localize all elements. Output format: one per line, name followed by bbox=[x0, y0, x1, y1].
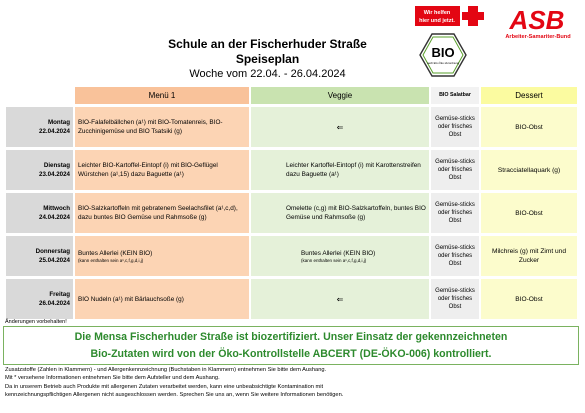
asb-name: ASB bbox=[509, 5, 565, 35]
veggie-text: Buntes Allerlei (KEIN BIO) bbox=[301, 249, 376, 257]
menu1-cell bbox=[75, 193, 249, 233]
header-empty-cell bbox=[6, 87, 73, 104]
dessert-cell: BIO-Obst bbox=[481, 107, 577, 147]
menu1-cell bbox=[75, 279, 249, 319]
day-date: 23.04.2024 bbox=[39, 171, 70, 178]
menu1-allergen-note: (kann enthalten sein a¹,c,f,g,d,i,j) bbox=[78, 257, 144, 263]
menu1-cell bbox=[75, 150, 249, 190]
same-as-menu1-arrow-icon: ⇐ bbox=[336, 294, 344, 304]
dessert-cell: BIO-Obst bbox=[481, 279, 577, 319]
day-date: 24.04.2024 bbox=[39, 214, 70, 221]
bio-certification-banner bbox=[3, 326, 579, 365]
page-title: Schule an der Fischerhuder Straße bbox=[168, 37, 367, 51]
menu1-text: Buntes Allerlei (KEIN BIO) bbox=[78, 249, 153, 257]
asb-fullname: Arbeiter-Samariter-Bund bbox=[505, 34, 571, 40]
salatbar-cell: Gemüse-sticks oder frisches Obst bbox=[431, 279, 479, 319]
menu1-cell bbox=[75, 236, 249, 276]
veggie-cell bbox=[251, 193, 429, 233]
veggie-text: Omelette (c,g) mit BIO-Salzkartoffeln, buntes BIO Gemüse und Rahmsoße (g) bbox=[286, 205, 426, 221]
asb-slogan-2: hier und jetzt. bbox=[419, 18, 455, 24]
veggie-text: Leichter Kartoffel-Eintopf (i) mit Karottenstreifen dazu Baguette (a¹) bbox=[286, 162, 421, 178]
menu1-text: BIO-Falafelbällchen (a¹) mit BIO-Tomatenreis, BIO-Zucchinigemüse und BIO Tsatsiki (g) bbox=[78, 119, 223, 135]
table-row bbox=[6, 107, 577, 147]
same-as-menu1-arrow-icon: ⇐ bbox=[336, 122, 344, 132]
week-range: Woche vom 22.04. - 26.04.2024 bbox=[189, 68, 346, 80]
asb-slogan-1: Wir helfen bbox=[423, 10, 451, 16]
day-date: 26.04.2024 bbox=[39, 300, 70, 307]
footer-line-1: Zusatzstoffe (Zahlen in Klammern) - und Allergenkennzeichnung (Buchstaben in Klammern) entnehmen Sie bitte dem Aushang. bbox=[5, 367, 327, 373]
column-header-salatbar: BIO Salatbar bbox=[431, 87, 479, 104]
dessert-cell: Milchreis (g) mit Zimt und Zucker bbox=[481, 236, 577, 276]
column-header-menu1: Menü 1 bbox=[75, 87, 249, 104]
day-cell bbox=[6, 279, 73, 319]
column-header-veggie: Veggie bbox=[251, 87, 429, 104]
veggie-cell bbox=[251, 279, 429, 319]
bio-seal-logo bbox=[418, 33, 468, 77]
day-date: 25.04.2024 bbox=[39, 257, 70, 264]
banner-line-1: Die Mensa Fischerhuder Straße ist biozertifiziert. Unser Einsatz der gekennzeichneten bbox=[74, 331, 508, 343]
salatbar-cell: Gemüse-sticks oder frisches Obst bbox=[431, 107, 479, 147]
veggie-cell bbox=[251, 236, 429, 276]
day-cell bbox=[6, 150, 73, 190]
table-row bbox=[6, 279, 577, 319]
page-subtitle: Speiseplan bbox=[235, 52, 300, 66]
day-cell bbox=[6, 107, 73, 147]
footer-line-2: Mit * versehene Informationen entnehmen Sie bitte dem Aufsteller und dem Aushang. bbox=[5, 375, 220, 381]
day-date: 22.04.2024 bbox=[39, 128, 70, 135]
day-name: Dienstag bbox=[43, 162, 70, 169]
menu1-cell bbox=[75, 107, 249, 147]
bio-seal-text: BIO bbox=[431, 45, 455, 60]
footer-line-4: kennzeichnungspflichtigen Allergenen nicht ausgeschlossen werden. Sprechen Sie uns an, wenn Sie weitere Informationen benötigen. bbox=[5, 392, 344, 398]
veggie-allergen-note: (kann enthalten sein a¹,c,f,g,d,i,j) bbox=[301, 257, 367, 263]
salatbar-cell: Gemüse-sticks oder frisches Obst bbox=[431, 193, 479, 233]
table-row bbox=[6, 150, 577, 190]
column-header-dessert: Dessert bbox=[481, 87, 577, 104]
day-cell bbox=[6, 193, 73, 233]
salatbar-cell: Gemüse-sticks oder frisches Obst bbox=[431, 236, 479, 276]
day-name: Freitag bbox=[49, 291, 70, 298]
footer-line-3: Da in unserem Betrieb auch Produkte mit allergenen Zutaten verarbeitet werden, kann eine unbeabsichtigte Kontamination mit bbox=[5, 384, 324, 390]
bio-seal-subtext: nach EG-Öko-Verordnung bbox=[426, 61, 460, 65]
day-name: Montag bbox=[48, 119, 70, 126]
table-row bbox=[6, 193, 577, 233]
table-header-row bbox=[6, 87, 577, 104]
veggie-cell bbox=[251, 107, 429, 147]
dessert-cell: BIO-Obst bbox=[481, 193, 577, 233]
menu-plan-table bbox=[4, 84, 579, 322]
day-name: Donnerstag bbox=[35, 248, 70, 255]
dessert-cell: Stracciatellaquark (g) bbox=[481, 150, 577, 190]
table-row bbox=[6, 236, 577, 276]
day-name: Mittwoch bbox=[43, 205, 70, 212]
menu1-text: Leichter BIO-Kartoffel-Eintopf (i) mit BIO-Geflügel Würstchen (a¹,15) dazu Baguette (a¹) bbox=[78, 162, 218, 178]
menu1-text: BIO-Salzkartoffeln mit gebratenem Seelachsfilet (a¹,c,d), dazu buntes BIO Gemüse und Rahmsoße (g) bbox=[78, 205, 238, 221]
veggie-cell bbox=[251, 150, 429, 190]
banner-line-2: Bio-Zutaten wird von der Öko-Kontrollstelle ABCERT (DE-ÖKO-006) kontrolliert. bbox=[90, 348, 492, 360]
day-cell bbox=[6, 236, 73, 276]
salatbar-cell: Gemüse-sticks oder frisches Obst bbox=[431, 150, 479, 190]
menu1-text: BIO Nudeln (a¹) mit Bärlauchsoße (g) bbox=[78, 295, 184, 303]
changes-note: Änderungen vorbehalten! bbox=[5, 319, 67, 325]
